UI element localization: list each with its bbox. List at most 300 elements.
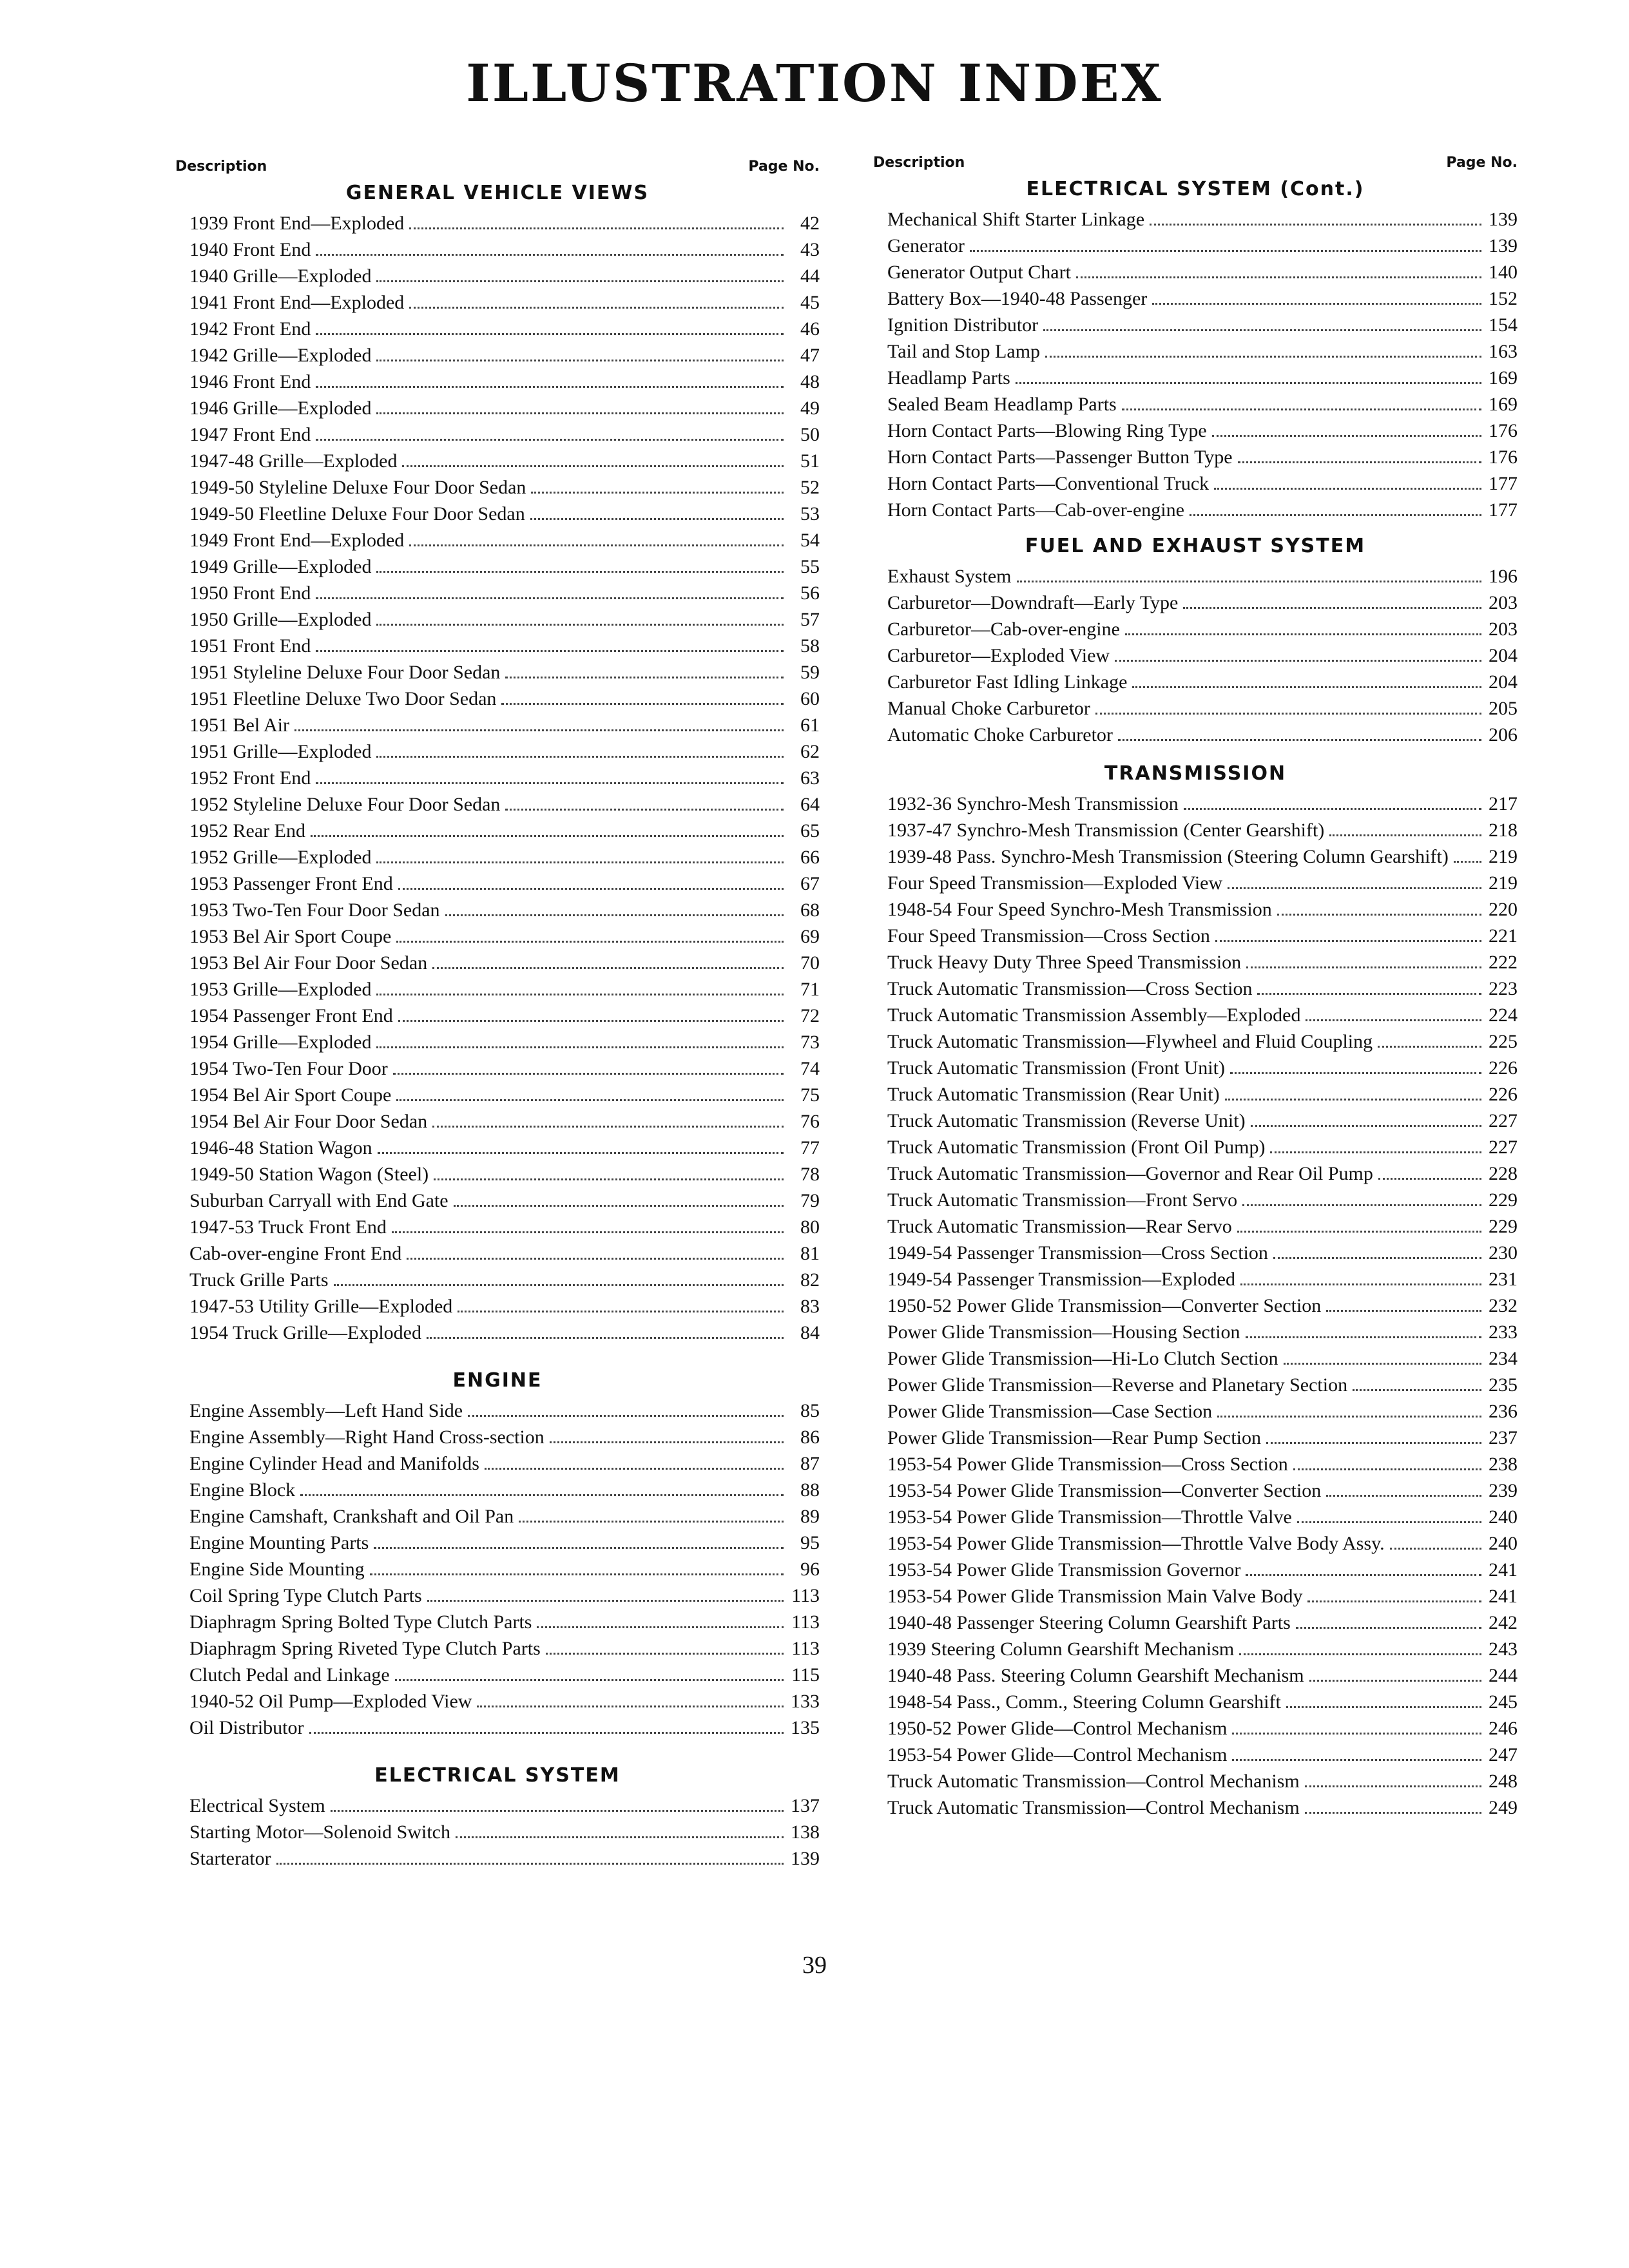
dot-leader [1217, 1399, 1481, 1418]
entry-page-number: 85 [800, 1400, 820, 1421]
dot-leader [1045, 339, 1481, 358]
index-entry [873, 1451, 1518, 1477]
index-entry [873, 1372, 1518, 1398]
entry-page-number: 237 [1489, 1427, 1518, 1448]
dot-leader [1239, 1637, 1481, 1655]
entry-page-number: 61 [800, 715, 820, 736]
dot-leader [1270, 1135, 1481, 1153]
entry-page-number: 89 [800, 1506, 820, 1527]
index-section [175, 180, 820, 1346]
index-entry [175, 289, 820, 316]
index-entry [873, 1081, 1518, 1108]
index-entry [873, 896, 1518, 923]
entry-description: Carburetor Fast Idling Linkage [887, 671, 1128, 693]
entry-list [873, 791, 1518, 1821]
dot-leader [300, 1477, 784, 1496]
entry-description: Truck Automatic Transmission Assembly—Exploded [887, 1004, 1301, 1026]
entry-page-number: 139 [1489, 235, 1518, 256]
dot-leader [376, 977, 784, 995]
entry-page-number: 55 [800, 556, 820, 577]
dot-leader [331, 1793, 784, 1812]
entry-description: 1948-54 Pass., Comm., Steering Column Gearshift [887, 1691, 1281, 1713]
index-entry [175, 448, 820, 474]
dot-leader [485, 1451, 784, 1470]
entry-description: 1952 Rear End [189, 820, 305, 841]
entry-description: 1949 Grille—Exploded [189, 556, 372, 577]
entry-description: Truck Heavy Duty Three Speed Transmission [887, 952, 1242, 973]
entry-description: Truck Grille Parts [189, 1269, 329, 1291]
entry-description: 1949 Front End—Exploded [189, 530, 405, 551]
index-entry [873, 1160, 1518, 1187]
dot-leader [1353, 1372, 1481, 1391]
entry-description: 1953-54 Power Glide Transmission—Cross Section [887, 1454, 1288, 1475]
entry-description: 1953 Passenger Front End [189, 873, 393, 894]
entry-description: 1949-54 Passenger Transmission—Cross Section [887, 1242, 1268, 1264]
dot-leader [409, 211, 784, 229]
section-title: FUEL AND EXHAUST SYSTEM [1025, 535, 1366, 557]
dot-leader [311, 818, 784, 837]
index-entry [873, 616, 1518, 642]
entry-description: 1937-47 Synchro-Mesh Transmission (Center Gearshift) [887, 820, 1325, 841]
dot-leader [1228, 870, 1481, 889]
entry-page-number: 227 [1489, 1137, 1518, 1158]
entry-page-number: 247 [1489, 1744, 1518, 1765]
index-entry [873, 497, 1518, 523]
entry-description: Horn Contact Parts—Cab-over-engine [887, 499, 1184, 521]
dot-leader [1266, 1425, 1481, 1444]
entry-description: Electrical System [189, 1795, 325, 1816]
entry-description: Carburetor—Downdraft—Early Type [887, 592, 1179, 613]
entry-description: Engine Side Mounting [189, 1559, 365, 1580]
dot-leader [1326, 1293, 1481, 1312]
dot-leader [427, 1320, 784, 1339]
dot-leader [458, 1294, 784, 1312]
entry-page-number: 231 [1489, 1269, 1518, 1290]
index-entry [175, 421, 820, 448]
dot-leader [316, 765, 784, 784]
entry-description: 1950-52 Power Glide—Control Mechanism [887, 1718, 1228, 1739]
entry-page-number: 218 [1489, 820, 1518, 841]
dot-leader [1306, 1003, 1481, 1021]
entry-description: Horn Contact Parts—Passenger Button Type [887, 447, 1233, 468]
entry-page-number: 48 [800, 371, 820, 392]
section-title: ELECTRICAL SYSTEM [374, 1764, 621, 1787]
entry-description: 1953 Two-Ten Four Door Sedan [189, 899, 440, 921]
dot-leader [407, 1241, 784, 1260]
entry-description: 1947-53 Utility Grille—Exploded [189, 1296, 453, 1317]
index-section [175, 1368, 820, 1741]
dot-leader [398, 1003, 784, 1022]
index-entry [175, 1582, 820, 1609]
entry-page-number: 203 [1489, 619, 1518, 640]
index-entry [873, 312, 1518, 338]
index-entry [175, 316, 820, 342]
description-label: Description [175, 159, 267, 175]
entry-description: 1951 Bel Air [189, 715, 289, 736]
dot-leader [1237, 1214, 1481, 1233]
index-entry [175, 527, 820, 553]
entry-description: 1942 Grille—Exploded [189, 345, 372, 366]
entry-description: 1952 Styleline Deluxe Four Door Sedan [189, 794, 501, 815]
dot-leader [1293, 1452, 1481, 1470]
entry-page-number: 139 [1489, 209, 1518, 230]
entry-page-number: 232 [1489, 1295, 1518, 1316]
index-entry [175, 659, 820, 686]
dot-leader [376, 607, 784, 626]
entry-page-number: 71 [800, 979, 820, 1000]
index-entry [873, 1134, 1518, 1160]
entry-page-number: 65 [800, 820, 820, 841]
index-entry [873, 817, 1518, 843]
entry-page-number: 95 [800, 1532, 820, 1553]
entry-description: 1953 Bel Air Sport Coupe [189, 926, 392, 947]
dot-leader [392, 1215, 784, 1233]
entry-page-number: 87 [800, 1453, 820, 1474]
dot-leader [316, 422, 784, 441]
dot-leader [396, 924, 784, 943]
entry-page-number: 217 [1489, 793, 1518, 814]
entry-description: 1952 Front End [189, 767, 311, 789]
entry-page-number: 44 [800, 265, 820, 287]
entry-description: Tail and Stop Lamp [887, 341, 1041, 362]
entry-page-number: 177 [1489, 473, 1518, 494]
entry-page-number: 177 [1489, 499, 1518, 521]
index-entry [175, 1187, 820, 1214]
index-entry [175, 1135, 820, 1161]
index-entry [175, 1609, 820, 1635]
index-entry [873, 975, 1518, 1002]
index-entry [873, 923, 1518, 949]
dot-leader [550, 1425, 784, 1443]
entry-description: Battery Box—1940-48 Passenger [887, 288, 1148, 309]
entry-description: 1941 Front End—Exploded [189, 292, 405, 313]
entry-page-number: 86 [800, 1427, 820, 1448]
dot-leader [546, 1636, 784, 1655]
entry-description: Sealed Beam Headlamp Parts [887, 394, 1117, 415]
dot-leader [334, 1267, 784, 1286]
entry-description: 1939 Front End—Exploded [189, 213, 405, 234]
entry-list [175, 1398, 820, 1741]
entry-list [873, 206, 1518, 523]
entry-page-number: 229 [1489, 1189, 1518, 1211]
index-entry [175, 1003, 820, 1029]
dot-leader [1326, 1478, 1481, 1497]
index-entry [175, 1320, 820, 1346]
entry-page-number: 219 [1489, 872, 1518, 894]
entry-description: Carburetor—Cab-over-engine [887, 619, 1120, 640]
entry-page-number: 73 [800, 1032, 820, 1053]
dot-leader [376, 264, 784, 282]
entry-page-number: 54 [800, 530, 820, 551]
entry-page-number: 78 [800, 1164, 820, 1185]
index-entry [175, 844, 820, 870]
dot-leader [468, 1398, 784, 1417]
entry-page-number: 47 [800, 345, 820, 366]
entry-description: 1954 Passenger Front End [189, 1005, 393, 1026]
entry-page-number: 60 [800, 688, 820, 709]
dot-leader [1183, 590, 1481, 609]
index-entry [873, 1187, 1518, 1213]
entry-page-number: 138 [791, 1821, 820, 1843]
entry-page-number: 176 [1489, 420, 1518, 441]
index-entry [175, 633, 820, 659]
entry-page-number: 204 [1489, 645, 1518, 666]
dot-leader [316, 316, 784, 335]
entry-page-number: 80 [800, 1216, 820, 1238]
entry-description: Truck Automatic Transmission—Flywheel and Fluid Coupling [887, 1031, 1373, 1052]
dot-leader [1125, 617, 1481, 635]
entry-page-number: 169 [1489, 367, 1518, 389]
dot-leader [376, 845, 784, 863]
index-entry [873, 391, 1518, 418]
index-entry [873, 1557, 1518, 1583]
entry-description: Power Glide Transmission—Housing Section [887, 1321, 1240, 1343]
index-entry [873, 1266, 1518, 1293]
index-entry [873, 1742, 1518, 1768]
column-header [175, 159, 820, 180]
dot-leader [1242, 1187, 1481, 1206]
dot-leader [1184, 791, 1481, 810]
entry-description: 1954 Grille—Exploded [189, 1032, 372, 1053]
index-entry [175, 342, 820, 369]
entry-page-number: 226 [1489, 1057, 1518, 1079]
dot-leader [376, 739, 784, 758]
entry-page-number: 163 [1489, 341, 1518, 362]
dot-leader [1277, 897, 1481, 916]
dot-leader [316, 369, 784, 388]
dot-leader [1043, 312, 1481, 331]
index-entry [873, 418, 1518, 444]
dot-leader [1309, 1663, 1481, 1682]
entry-page-number: 77 [800, 1137, 820, 1158]
index-entry [175, 1214, 820, 1240]
index-entry [175, 1662, 820, 1688]
index-entry [873, 1662, 1518, 1689]
section-title: GENERAL VEHICLE VIEWS [345, 182, 650, 204]
page-number: 39 [802, 1952, 827, 1979]
index-entry [175, 1819, 820, 1845]
index-entry [873, 1636, 1518, 1662]
entry-description: Four Speed Transmission—Exploded View [887, 872, 1223, 894]
entry-description: Truck Automatic Transmission (Reverse Unit) [887, 1110, 1246, 1131]
entry-page-number: 52 [800, 477, 820, 498]
dot-leader [434, 1162, 784, 1180]
dot-leader [1305, 1795, 1481, 1814]
index-entry [873, 1610, 1518, 1636]
entry-list [873, 563, 1518, 748]
index-entry [873, 338, 1518, 365]
entry-page-number: 234 [1489, 1348, 1518, 1369]
index-entry [175, 976, 820, 1003]
sections [175, 180, 820, 1872]
entry-page-number: 113 [791, 1638, 820, 1659]
index-entry [175, 474, 820, 501]
dot-leader [396, 1082, 784, 1101]
entry-page-number: 83 [800, 1296, 820, 1317]
dot-leader [1132, 669, 1481, 688]
dot-leader [1307, 1584, 1481, 1602]
index-entry [175, 1240, 820, 1267]
index-entry [873, 1213, 1518, 1240]
dot-leader [309, 1715, 784, 1734]
entry-page-number: 135 [791, 1717, 820, 1738]
dot-leader [1017, 564, 1482, 582]
index-entry [873, 1240, 1518, 1266]
dot-leader [1215, 923, 1481, 942]
entry-description: Clutch Pedal and Linkage [189, 1664, 390, 1686]
entry-description: 1947-48 Grille—Exploded [189, 450, 398, 472]
dot-leader [395, 1662, 784, 1681]
entry-description: 1949-50 Fleetline Deluxe Four Door Sedan [189, 503, 525, 524]
dot-leader [1212, 418, 1481, 437]
index-entry [873, 1028, 1518, 1055]
dot-leader [393, 1056, 784, 1075]
entry-description: Power Glide Transmission—Reverse and Planetary Section [887, 1374, 1348, 1396]
index-entry [873, 365, 1518, 391]
index-entry [873, 1293, 1518, 1319]
index-entry [175, 369, 820, 395]
dot-leader [1238, 445, 1481, 463]
dot-leader [1284, 1346, 1481, 1365]
entry-description: 1940 Front End [189, 239, 311, 260]
entry-page-number: 221 [1489, 925, 1518, 947]
entry-page-number: 246 [1489, 1718, 1518, 1739]
entry-description: 1932-36 Synchro-Mesh Transmission [887, 793, 1179, 814]
entry-page-number: 244 [1489, 1665, 1518, 1686]
index-entry [175, 580, 820, 606]
entry-description: 1949-54 Passenger Transmission—Exploded [887, 1269, 1235, 1290]
entry-description: Power Glide Transmission—Hi-Lo Clutch Section [887, 1348, 1278, 1369]
entry-description: 1953-54 Power Glide—Control Mechanism [887, 1744, 1228, 1765]
index-entry [175, 1715, 820, 1741]
entry-page-number: 245 [1489, 1691, 1518, 1713]
entry-description: 1949-50 Station Wagon (Steel) [189, 1164, 429, 1185]
entry-page-number: 74 [800, 1058, 820, 1079]
index-entry [175, 765, 820, 791]
index-entry [175, 606, 820, 633]
description-label: Description [873, 155, 965, 171]
column-header [873, 155, 1518, 177]
index-entry [873, 1345, 1518, 1372]
entry-description: Starterator [189, 1848, 271, 1869]
index-entry [873, 843, 1518, 870]
entry-description: 1939-48 Pass. Synchro-Mesh Transmission (Steering Column Gearshift) [887, 846, 1449, 867]
index-entry [175, 1530, 820, 1556]
entry-description: 1952 Grille—Exploded [189, 847, 372, 868]
dot-leader [1076, 260, 1481, 278]
index-entry [175, 236, 820, 263]
section-title: ELECTRICAL SYSTEM (Cont.) [1026, 178, 1365, 200]
entry-page-number: 62 [800, 741, 820, 762]
entry-page-number: 222 [1489, 952, 1518, 973]
entry-description: 1946 Grille—Exploded [189, 398, 372, 419]
index-entry [873, 259, 1518, 285]
index-entry [175, 950, 820, 976]
index-entry [873, 669, 1518, 695]
page-no-label: Page No. [1446, 155, 1518, 171]
index-entry [175, 870, 820, 897]
sections [873, 177, 1518, 1821]
dot-leader [316, 581, 784, 599]
dot-leader [1296, 1610, 1481, 1629]
entry-page-number: 69 [800, 926, 820, 947]
dot-leader [519, 1504, 784, 1523]
entry-page-number: 206 [1489, 724, 1518, 745]
index-section [175, 1763, 820, 1872]
entry-description: Truck Automatic Transmission—Control Mechanism [887, 1797, 1300, 1818]
index-entry [873, 1504, 1518, 1530]
entry-page-number: 75 [800, 1084, 820, 1106]
entry-description: Cab-over-engine Front End [189, 1243, 402, 1264]
entry-description: 1939 Steering Column Gearshift Mechanism [887, 1639, 1235, 1660]
entry-page-number: 241 [1489, 1559, 1518, 1581]
entry-page-number: 226 [1489, 1084, 1518, 1105]
entry-description: Power Glide Transmission—Rear Pump Section [887, 1427, 1262, 1448]
entry-description: 1954 Truck Grille—Exploded [189, 1322, 421, 1343]
entry-page-number: 63 [800, 767, 820, 789]
index-entry [175, 1635, 820, 1662]
dot-leader [1246, 1320, 1481, 1338]
dot-leader [1286, 1689, 1481, 1708]
index-entry [175, 1161, 820, 1187]
entry-page-number: 242 [1489, 1612, 1518, 1633]
entry-description: 1954 Bel Air Four Door Sedan [189, 1111, 428, 1132]
entry-page-number: 236 [1489, 1401, 1518, 1422]
index-entry [873, 1477, 1518, 1504]
entry-page-number: 224 [1489, 1004, 1518, 1026]
entry-description: Automatic Choke Carburetor [887, 724, 1113, 745]
dot-leader [1190, 497, 1481, 516]
entry-page-number: 233 [1489, 1321, 1518, 1343]
entry-description: Ignition Distributor [887, 314, 1039, 336]
dot-leader [1273, 1240, 1481, 1259]
dot-leader [1246, 1557, 1481, 1576]
index-entry [873, 1425, 1518, 1451]
entry-description: 1954 Bel Air Sport Coupe [189, 1084, 392, 1106]
left-column [175, 159, 820, 1872]
dot-leader [398, 871, 784, 890]
dot-leader [1246, 950, 1481, 968]
entry-description: Power Glide Transmission—Case Section [887, 1401, 1213, 1422]
entry-page-number: 45 [800, 292, 820, 313]
index-entry [175, 210, 820, 236]
dot-leader [1240, 1267, 1481, 1285]
index-entry [175, 1108, 820, 1135]
dot-leader [376, 1030, 784, 1048]
entry-page-number: 42 [800, 213, 820, 234]
dot-leader [1150, 207, 1481, 226]
entry-description: Truck Automatic Transmission—Rear Servo [887, 1216, 1232, 1237]
entry-list [175, 1792, 820, 1872]
entry-page-number: 58 [800, 635, 820, 657]
entry-description: Suburban Carryall with End Gate [189, 1190, 448, 1211]
entry-page-number: 49 [800, 398, 820, 419]
index-entry [873, 695, 1518, 722]
index-entry [873, 1794, 1518, 1821]
entry-description: Horn Contact Parts—Blowing Ring Type [887, 420, 1207, 441]
dot-leader [501, 686, 784, 705]
entry-description: 1951 Grille—Exploded [189, 741, 372, 762]
entry-page-number: 152 [1489, 288, 1518, 309]
entry-description: Four Speed Transmission—Cross Section [887, 925, 1210, 947]
entry-page-number: 133 [791, 1691, 820, 1712]
page-no-label: Page No. [748, 159, 820, 175]
index-entry [175, 923, 820, 950]
entry-description: Carburetor—Exploded View [887, 645, 1110, 666]
entry-page-number: 238 [1489, 1454, 1518, 1475]
index-entry [175, 1503, 820, 1530]
entry-page-number: 169 [1489, 394, 1518, 415]
